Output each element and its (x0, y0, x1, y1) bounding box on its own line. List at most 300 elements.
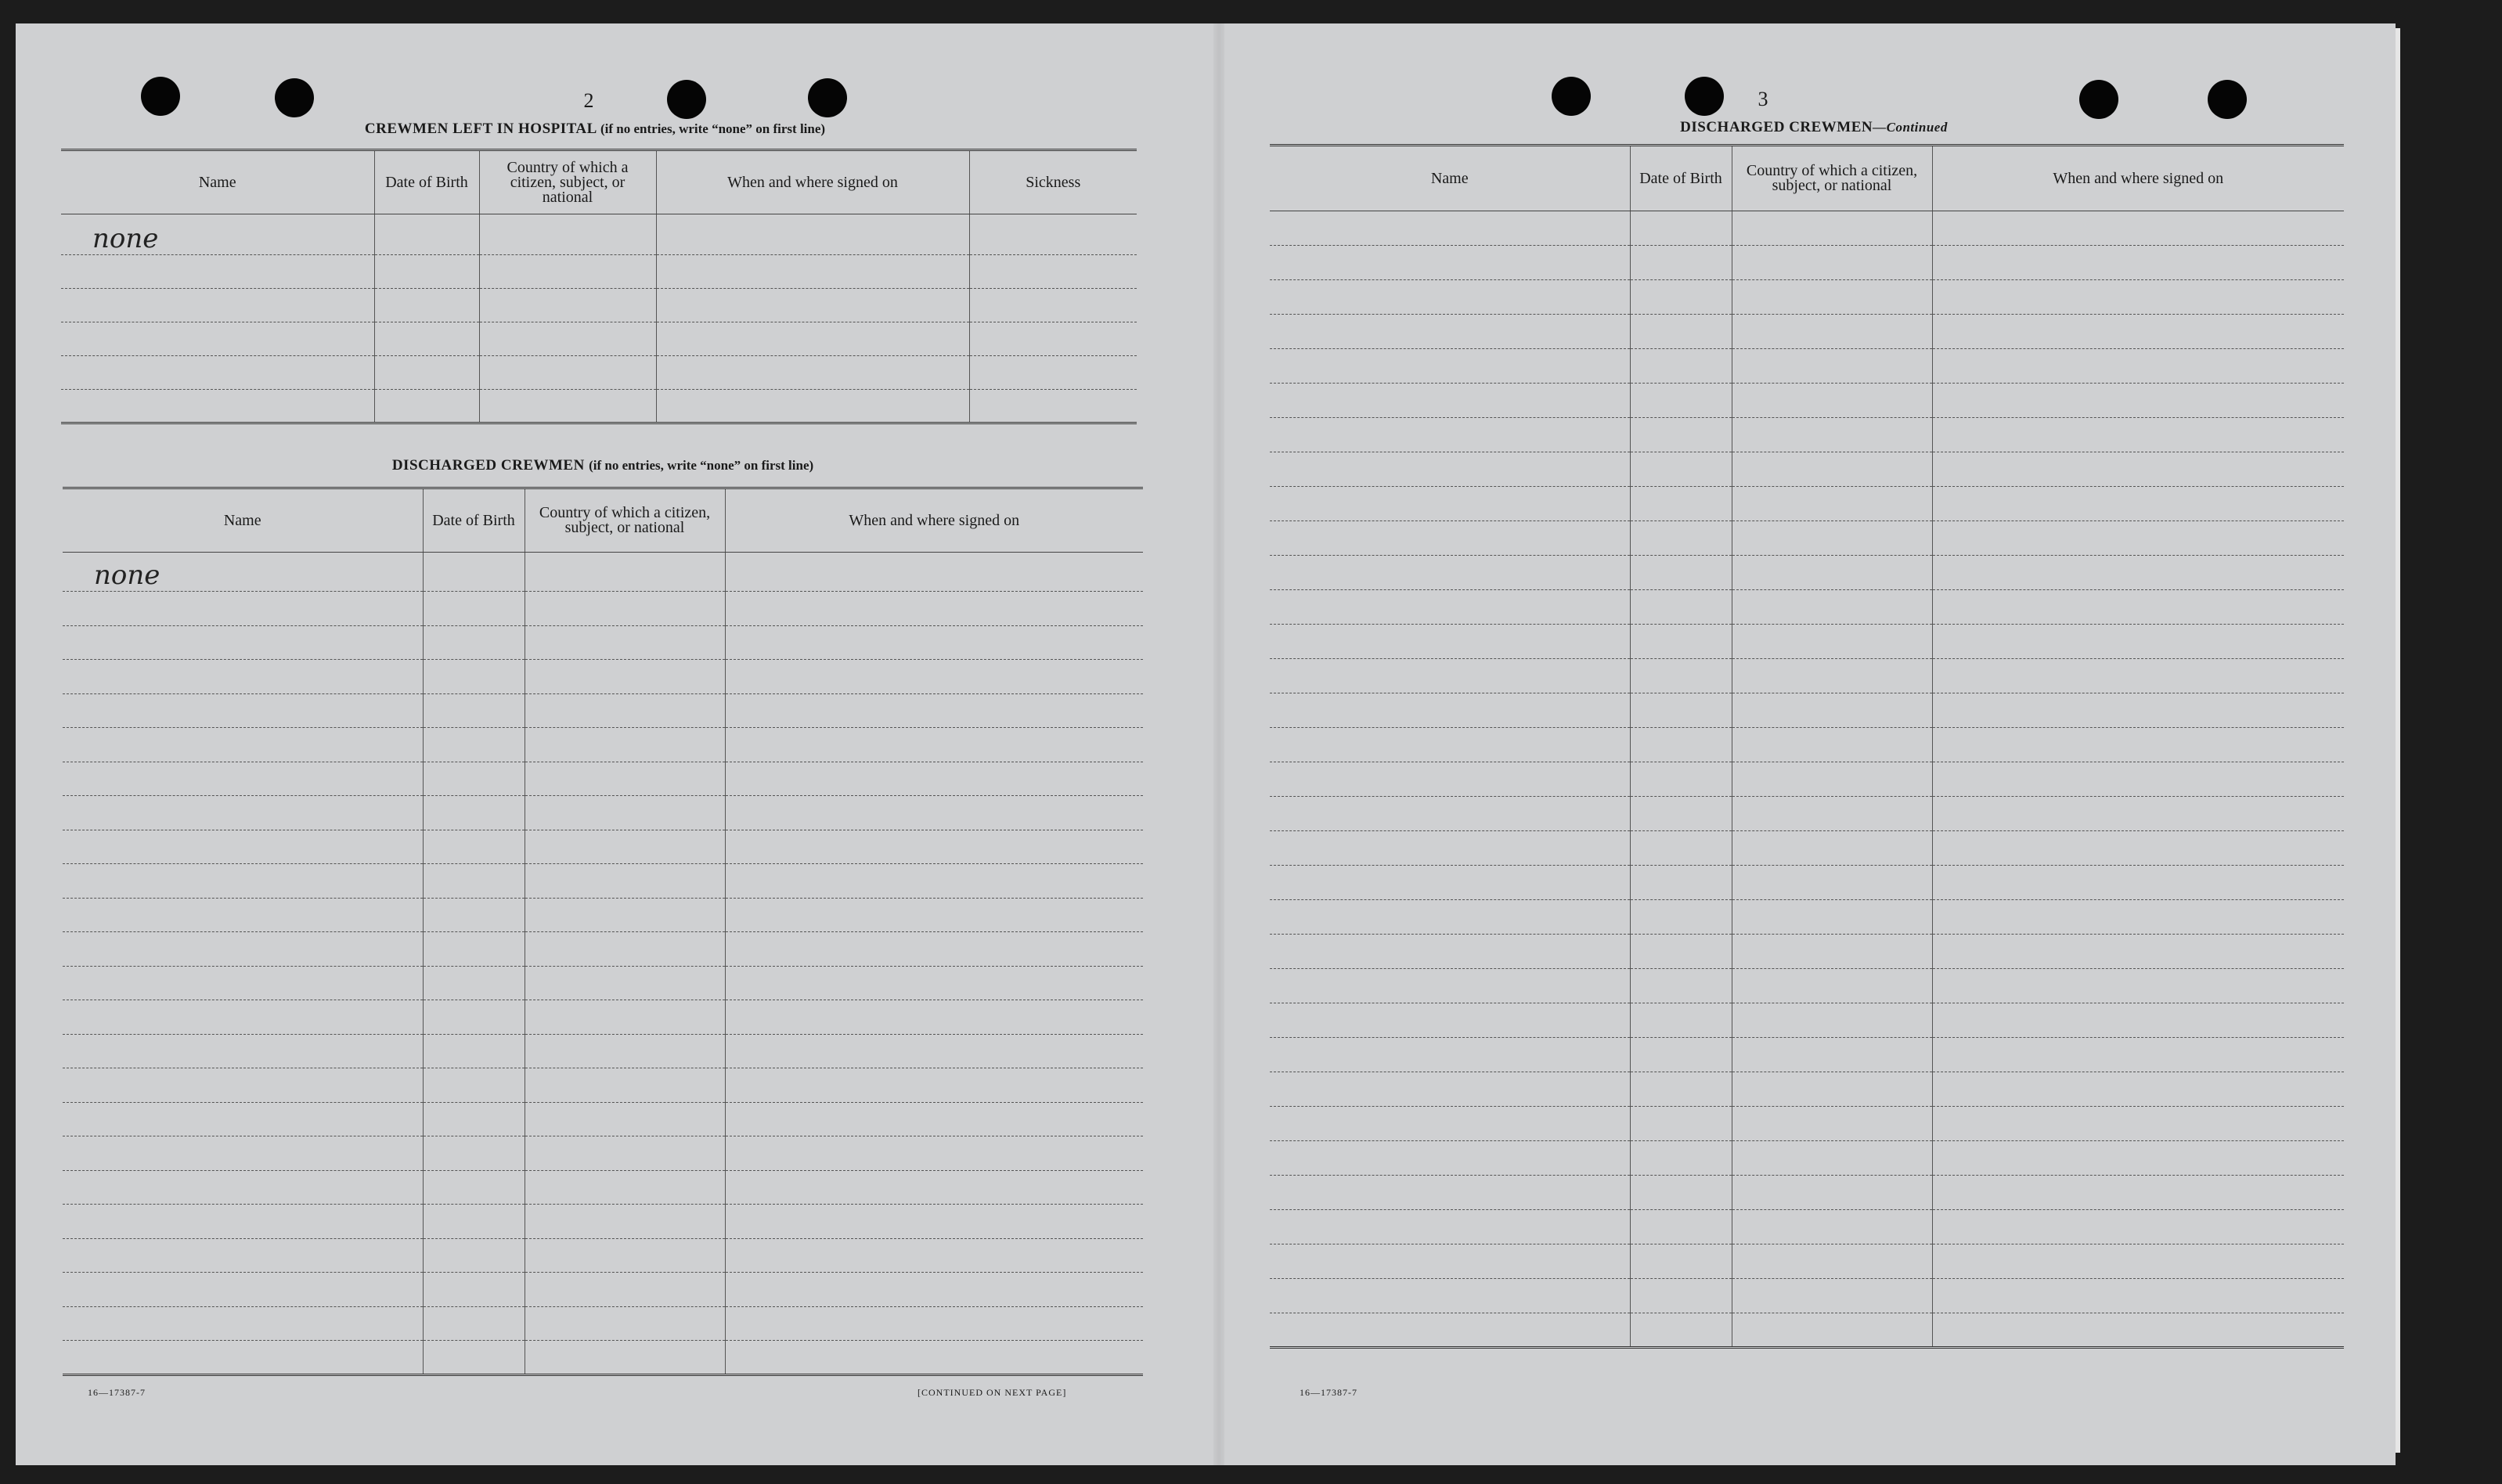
header-name: Name (63, 488, 423, 553)
table-cell (61, 322, 374, 356)
table-row (1270, 762, 2344, 797)
table-cell (1630, 487, 1732, 521)
table-cell (423, 1102, 525, 1136)
table-cell (1630, 246, 1732, 280)
table-row (63, 864, 1143, 899)
table-cell (1932, 1176, 2344, 1210)
table-cell (423, 625, 525, 660)
table-cell (1630, 211, 1732, 246)
table-row (1270, 900, 2344, 935)
header-date-of-birth: Date of Birth (374, 150, 479, 214)
table-cell (1630, 521, 1732, 556)
table-cell (656, 289, 969, 322)
table-cell (725, 592, 1143, 626)
page-fold (1213, 23, 1224, 1465)
table-row (1270, 315, 2344, 349)
table-cell (969, 356, 1137, 390)
table-cell (1932, 762, 2344, 797)
table-cell (1932, 1244, 2344, 1279)
hospital-table-body (61, 214, 1137, 423)
table-cell (1630, 1141, 1732, 1176)
table-cell (63, 1000, 423, 1035)
table-cell (63, 864, 423, 899)
table-cell (1932, 1313, 2344, 1348)
table-cell (1270, 280, 1630, 315)
table-cell (63, 660, 423, 694)
table-cell (656, 255, 969, 289)
table-cell (1732, 1279, 1932, 1313)
table-cell (1732, 659, 1932, 693)
table-cell (1932, 418, 2344, 452)
table-row (1270, 246, 2344, 280)
table-cell (1732, 1313, 1932, 1348)
table-cell (479, 289, 656, 322)
table-cell (1630, 1107, 1732, 1141)
table-cell (423, 553, 525, 592)
table-cell (1270, 418, 1630, 452)
table-row (61, 214, 1137, 255)
table-cell (1270, 590, 1630, 625)
header-date-of-birth: Date of Birth (1630, 146, 1732, 211)
discharged-title-note: (if no entries, write “none” on first line) (589, 458, 814, 473)
table-cell (63, 625, 423, 660)
table-cell (656, 356, 969, 390)
table-cell (1932, 1107, 2344, 1141)
table-cell (1630, 349, 1732, 384)
table-row (1270, 1107, 2344, 1141)
table-cell (423, 864, 525, 899)
table-cell (525, 592, 725, 626)
table-cell (1270, 452, 1630, 487)
table-cell (1932, 935, 2344, 969)
hospital-title-note: (if no entries, write “none” on first line) (600, 121, 826, 136)
table-cell (423, 1205, 525, 1239)
table-cell (423, 693, 525, 728)
table-cell (1932, 625, 2344, 659)
discharged-table-right (1270, 144, 2344, 1349)
table-cell (1630, 556, 1732, 590)
table-row (63, 1205, 1143, 1239)
table-cell (725, 1205, 1143, 1239)
table-cell (1630, 452, 1732, 487)
table-cell (725, 762, 1143, 796)
table-cell (525, 796, 725, 830)
table-cell (1732, 315, 1932, 349)
table-cell (423, 660, 525, 694)
table-cell (63, 1273, 423, 1307)
table-cell (1732, 969, 1932, 1003)
table-cell (63, 1306, 423, 1341)
table-cell (61, 289, 374, 322)
table-cell (525, 1205, 725, 1239)
handwritten-entry: none (61, 214, 374, 255)
table-cell (969, 255, 1137, 289)
table-cell (1932, 521, 2344, 556)
table-cell (1630, 900, 1732, 935)
table-cell (725, 864, 1143, 899)
page-number-left: 2 (583, 89, 594, 112)
table-cell (1630, 935, 1732, 969)
header-country: Country of which a citizen, subject, or national (479, 150, 656, 214)
table-cell (1630, 659, 1732, 693)
table-cell (1732, 590, 1932, 625)
table-cell (423, 1238, 525, 1273)
table-row (63, 796, 1143, 830)
table-cell (423, 932, 525, 967)
table-cell (1270, 384, 1630, 418)
table-row (63, 592, 1143, 626)
table-cell (374, 356, 479, 390)
table-cell (1270, 969, 1630, 1003)
table-cell (1270, 797, 1630, 831)
table-cell (725, 1306, 1143, 1341)
table-cell (1270, 1176, 1630, 1210)
table-cell (725, 830, 1143, 864)
table-cell (1630, 418, 1732, 452)
table-cell (1630, 384, 1732, 418)
table-cell (656, 322, 969, 356)
table-cell (61, 390, 374, 423)
table-row (1270, 487, 2344, 521)
table-cell (1630, 866, 1732, 900)
table-cell (374, 289, 479, 322)
table-cell (1732, 349, 1932, 384)
table-cell (1732, 1141, 1932, 1176)
continued-suffix: —Continued (1873, 120, 1948, 135)
table-cell (63, 1170, 423, 1205)
table-row (1270, 1210, 2344, 1244)
table-cell (63, 932, 423, 967)
handwritten-entry: none (63, 553, 423, 592)
form-code-left: 16—17387-7 (88, 1387, 146, 1398)
table-row (63, 830, 1143, 864)
table-cell (1630, 831, 1732, 866)
table-row (1270, 521, 2344, 556)
table-cell (423, 796, 525, 830)
table-cell (1270, 349, 1630, 384)
table-cell (969, 322, 1137, 356)
punch-hole (667, 80, 706, 119)
form-code-right: 16—17387-7 (1300, 1387, 1357, 1398)
table-cell (1932, 280, 2344, 315)
table-cell (1630, 625, 1732, 659)
table-cell (725, 1170, 1143, 1205)
table-cell (1732, 1072, 1932, 1107)
table-cell (525, 864, 725, 899)
table-cell (1932, 556, 2344, 590)
header-signed-on: When and where signed on (656, 150, 969, 214)
table-cell (63, 830, 423, 864)
table-cell (525, 830, 725, 864)
table-cell (63, 1205, 423, 1239)
table-row (61, 390, 1137, 423)
table-cell (1932, 590, 2344, 625)
table-cell (1732, 762, 1932, 797)
table-cell (525, 898, 725, 932)
table-cell (1270, 211, 1630, 246)
table-cell (479, 390, 656, 423)
table-row (63, 1000, 1143, 1035)
table-cell (423, 1306, 525, 1341)
punch-hole (808, 78, 847, 117)
table-cell (1270, 1003, 1630, 1038)
table-row (63, 625, 1143, 660)
discharged-title-text: DISCHARGED CREWMEN (391, 457, 585, 474)
table-cell (1630, 1176, 1732, 1210)
table-cell (1732, 280, 1932, 315)
punch-hole (141, 77, 180, 116)
table-row (61, 255, 1137, 289)
table-cell (969, 390, 1137, 423)
table-row (1270, 1003, 2344, 1038)
table-cell (1270, 1072, 1630, 1107)
table-cell (423, 1000, 525, 1035)
table-cell (1270, 315, 1630, 349)
page-number-right: 3 (1758, 88, 1768, 110)
table-cell (1630, 797, 1732, 831)
table-row (1270, 384, 2344, 418)
table-cell (525, 932, 725, 967)
table-row (1270, 349, 2344, 384)
table-cell (1270, 521, 1630, 556)
table-cell (63, 592, 423, 626)
continued-note: [CONTINUED ON NEXT PAGE] (918, 1387, 1067, 1398)
table-cell (969, 214, 1137, 255)
table-cell (1732, 1003, 1932, 1038)
table-cell (525, 660, 725, 694)
table-cell (525, 728, 725, 762)
table-cell (1732, 900, 1932, 935)
hospital-title-text: CREWMEN LEFT IN HOSPITAL (364, 121, 597, 137)
table-cell (1630, 1244, 1732, 1279)
table-row (63, 1136, 1143, 1171)
table-cell (1932, 452, 2344, 487)
table-cell (479, 356, 656, 390)
discharged-continued-text: DISCHARGED CREWMEN (1680, 119, 1873, 135)
table-cell (1932, 315, 2344, 349)
table-cell (1270, 487, 1630, 521)
table-cell (423, 1170, 525, 1205)
table-cell (525, 1238, 725, 1273)
table-cell (1732, 1038, 1932, 1072)
table-cell (725, 966, 1143, 1000)
table-cell (1630, 590, 1732, 625)
table-cell (1732, 1210, 1932, 1244)
table-cell (525, 1034, 725, 1068)
table-cell (1732, 1107, 1932, 1141)
discharged-table-right-body (1270, 211, 2344, 1348)
table-cell (1270, 1279, 1630, 1313)
table-cell (1932, 831, 2344, 866)
table-cell (374, 322, 479, 356)
table-cell (1630, 969, 1732, 1003)
table-cell (725, 1102, 1143, 1136)
table-cell (1732, 1244, 1932, 1279)
table-cell (63, 1102, 423, 1136)
table-cell (1932, 1072, 2344, 1107)
table-row (1270, 625, 2344, 659)
table-row (63, 1068, 1143, 1103)
table-cell (1932, 487, 2344, 521)
table-row (63, 762, 1143, 796)
table-cell (1932, 797, 2344, 831)
table-row (1270, 590, 2344, 625)
document-sheet (16, 23, 2396, 1465)
table-row (61, 356, 1137, 390)
table-cell (1270, 900, 1630, 935)
table-cell (1932, 728, 2344, 762)
table-cell (423, 830, 525, 864)
table-cell (423, 762, 525, 796)
table-cell (1270, 831, 1630, 866)
table-cell (1630, 728, 1732, 762)
table-cell (725, 796, 1143, 830)
table-cell (1732, 625, 1932, 659)
table-cell (1270, 659, 1630, 693)
table-cell (1630, 1003, 1732, 1038)
hospital-section-title (63, 121, 1127, 138)
header-signed-on: When and where signed on (1932, 146, 2344, 211)
table-cell (725, 1273, 1143, 1307)
table-cell (525, 762, 725, 796)
discharged-table-left (63, 487, 1143, 1376)
table-cell (525, 693, 725, 728)
table-cell (1732, 384, 1932, 418)
table-cell (1732, 211, 1932, 246)
table-row (61, 322, 1137, 356)
table-cell (479, 214, 656, 255)
table-cell (525, 1068, 725, 1103)
table-cell (1630, 280, 1732, 315)
table-cell (63, 966, 423, 1000)
table-cell (525, 1000, 725, 1035)
discharged-table-left-body (63, 553, 1143, 1375)
table-cell (1932, 349, 2344, 384)
header-sickness: Sickness (969, 150, 1137, 214)
table-cell (656, 214, 969, 255)
table-cell (63, 762, 423, 796)
table-cell (725, 625, 1143, 660)
sheet-edge (2396, 28, 2400, 1453)
table-cell (61, 356, 374, 390)
table-row (63, 898, 1143, 932)
table-cell (725, 693, 1143, 728)
table-row (63, 1306, 1143, 1341)
header-name: Name (1270, 146, 1630, 211)
table-row (63, 1341, 1143, 1375)
table-cell (725, 553, 1143, 592)
table-cell (725, 898, 1143, 932)
table-cell (1932, 693, 2344, 728)
hospital-table (61, 149, 1137, 424)
table-cell (479, 255, 656, 289)
table-cell (1630, 693, 1732, 728)
punch-hole (2208, 80, 2247, 119)
table-cell (1270, 1244, 1630, 1279)
table-cell (1732, 418, 1932, 452)
table-cell (725, 660, 1143, 694)
table-cell (1732, 831, 1932, 866)
table-row (63, 728, 1143, 762)
table-cell (1932, 211, 2344, 246)
table-row (1270, 1244, 2344, 1279)
table-cell (1732, 797, 1932, 831)
table-row (63, 553, 1143, 592)
table-cell (61, 255, 374, 289)
table-cell (1732, 935, 1932, 969)
table-cell (374, 390, 479, 423)
table-cell (1270, 1038, 1630, 1072)
table-row (63, 1102, 1143, 1136)
table-cell (1270, 1107, 1630, 1141)
table-cell (63, 693, 423, 728)
table-cell (969, 289, 1137, 322)
table-cell (525, 1273, 725, 1307)
table-cell (1932, 246, 2344, 280)
table-row (61, 289, 1137, 322)
table-cell (1932, 1038, 2344, 1072)
table-cell (1270, 625, 1630, 659)
table-row (1270, 418, 2344, 452)
table-cell (1732, 866, 1932, 900)
table-cell (423, 728, 525, 762)
table-cell (1732, 728, 1932, 762)
table-row (1270, 969, 2344, 1003)
table-cell (1630, 1038, 1732, 1072)
punch-hole (1552, 77, 1591, 116)
table-cell (1270, 728, 1630, 762)
table-cell (63, 898, 423, 932)
table-cell (1932, 1210, 2344, 1244)
table-cell (1932, 384, 2344, 418)
table-cell (1932, 659, 2344, 693)
table-cell (1732, 693, 1932, 728)
table-cell (423, 592, 525, 626)
table-row (1270, 866, 2344, 900)
table-row (63, 1273, 1143, 1307)
table-cell (1732, 521, 1932, 556)
table-cell (1630, 1313, 1732, 1348)
table-cell (423, 966, 525, 1000)
table-cell (423, 1068, 525, 1103)
discharged-continued-title (1268, 119, 2360, 136)
table-cell (374, 255, 479, 289)
table-row (63, 966, 1143, 1000)
table-cell (525, 553, 725, 592)
table-cell (63, 1238, 423, 1273)
table-row (1270, 452, 2344, 487)
table-cell (423, 1273, 525, 1307)
table-cell (1270, 1141, 1630, 1176)
header-date-of-birth: Date of Birth (423, 488, 525, 553)
table-row (63, 660, 1143, 694)
table-cell (1732, 556, 1932, 590)
table-cell (479, 322, 656, 356)
header-signed-on: When and where signed on (725, 488, 1143, 553)
table-row (63, 1034, 1143, 1068)
table-cell (1732, 1176, 1932, 1210)
table-cell (1270, 762, 1630, 797)
table-row (1270, 211, 2344, 246)
table-cell (525, 1306, 725, 1341)
table-cell (1270, 1313, 1630, 1348)
table-row (1270, 1176, 2344, 1210)
table-cell (1270, 246, 1630, 280)
table-cell (525, 1136, 725, 1171)
table-row (1270, 1072, 2344, 1107)
discharged-section-title (63, 457, 1143, 474)
table-cell (1630, 315, 1732, 349)
